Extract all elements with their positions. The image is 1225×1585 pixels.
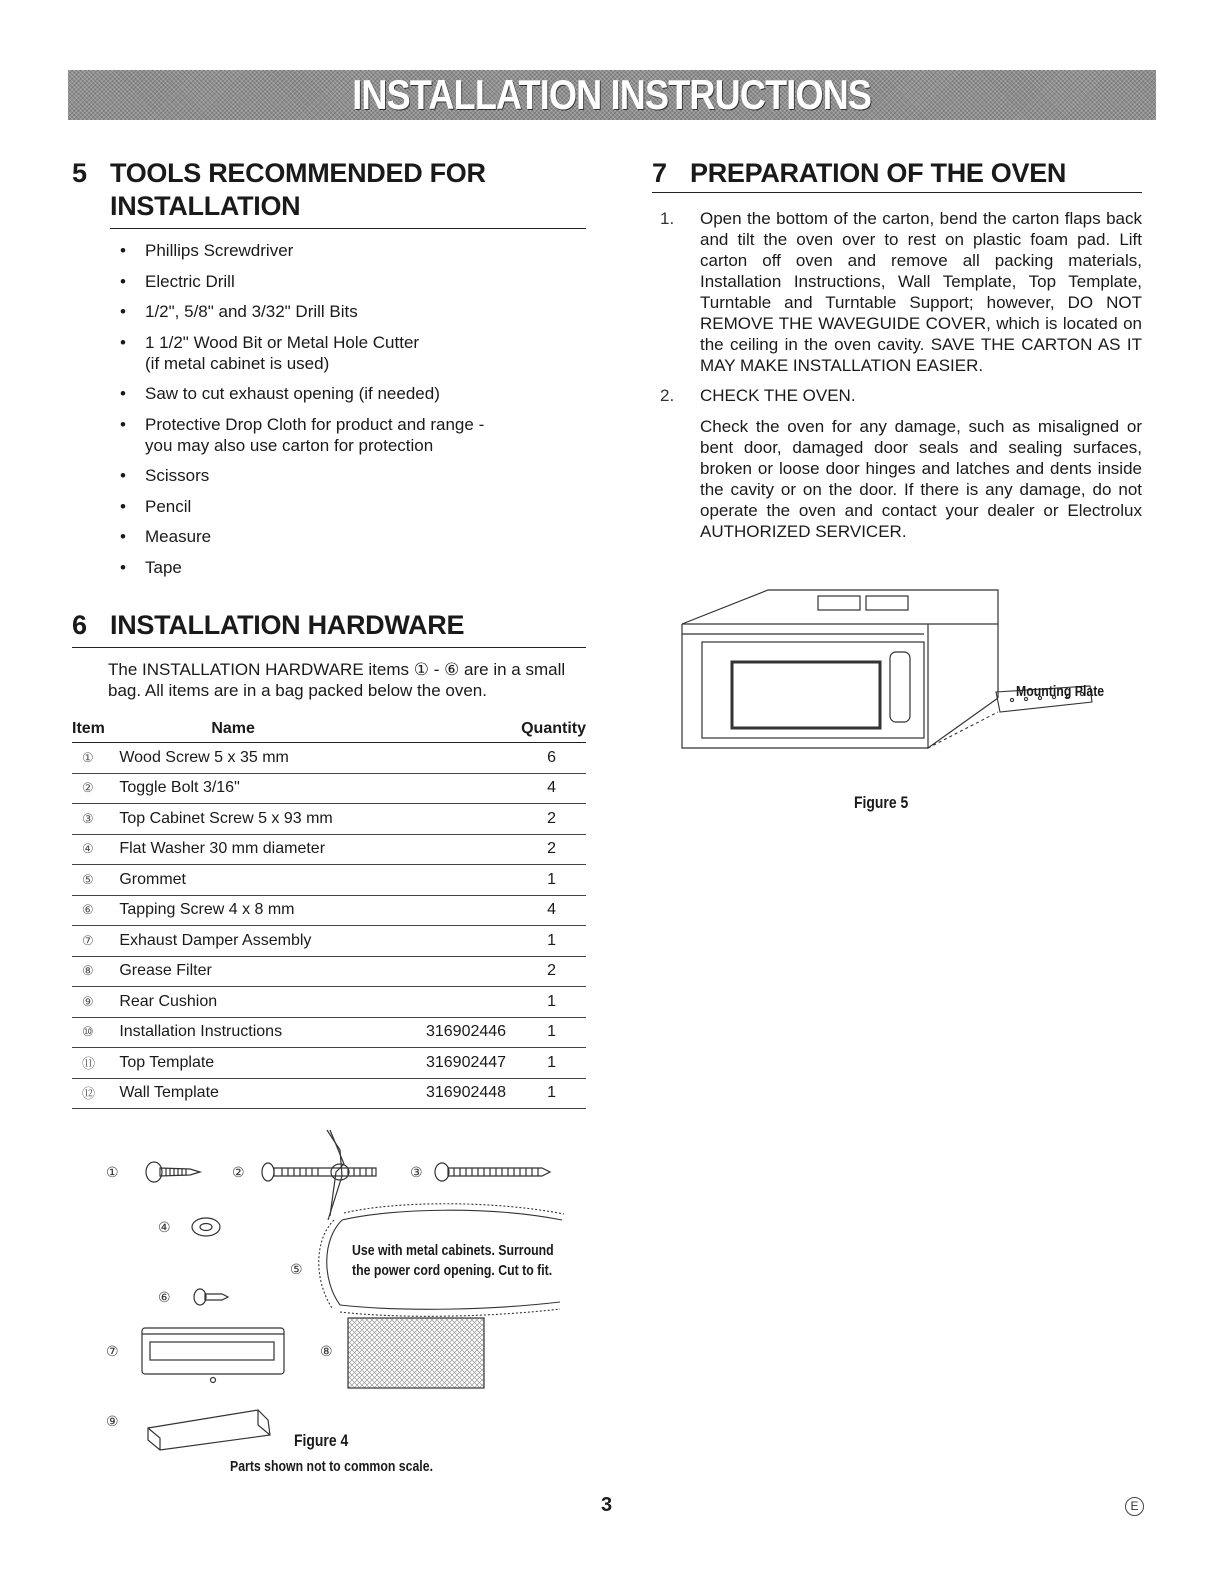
item-quantity: 1 [521,926,586,957]
part-number [426,895,521,926]
item-quantity: 1 [521,987,586,1018]
item-quantity: 4 [521,773,586,804]
table-row [72,956,586,987]
item-number [72,926,119,957]
tool-item: • Saw to cut exhaust opening (if needed) [120,383,580,404]
table-row [72,987,586,1018]
fig4-label-7: ⑦ [106,1343,119,1359]
tool-item: • Tape [120,557,580,578]
part-number [426,773,521,804]
fig4-grommet-note-line2: the power cord opening. Cut to fit. [352,1262,553,1279]
table-row [72,743,586,774]
toggle-bolt-icon [262,1130,376,1220]
table-row [72,804,586,835]
table-row [72,1017,586,1048]
figure-5-caption: Figure 5 [854,793,909,812]
section-6-title: INSTALLATION HARDWARE [110,610,465,640]
item-name: Exhaust Damper Assembly [119,926,426,957]
grease-filter-icon [348,1318,484,1388]
prep-step-1-text: Open the bottom of the carton, bend the carton flaps back and tilt the oven over to rest on plastic foam pad. Lift carton off oven and remove all packing materials, Installation Instructions, Wall Template, Top Template, Turntable and Turntable Support; however, DO NOT REMOVE THE WAVEGUIDE COVER, which is located on the ceiling in the oven cavity. SAVE THE CARTON AS IT MAY MAKE INSTALLATION EASIER. [700,209,1142,375]
item-name: Wall Template [119,1078,426,1109]
table-row [72,1048,586,1079]
prep-step-2-detail: Check the oven for any damage, such as misaligned or bent door, damaged door seals and sealing surfaces, broken or loose door hinges and latches and dents inside the cavity or on the door. If there is any damage, do not operate the oven and contact your dealer or Electrolux AUTHORIZED SERVICER. [700,417,1142,541]
rear-cushion-icon [148,1410,270,1450]
prep-step-1 [660,208,1142,376]
item-number-badge: ⑧ [82,963,94,979]
tool-item: • 1/2", 5/8" and 3/32" Drill Bits [120,301,580,322]
section-6-heading [72,610,592,644]
hardware-table-header [72,716,586,743]
tool-item: • 1 1/2" Wood Bit or Metal Hole Cutter (if metal cabinet is used) [120,332,580,374]
part-number: 316902448 [426,1078,521,1109]
item-number [72,895,119,926]
wood-screw-icon [146,1162,200,1182]
figure-4-note: Parts shown not to common scale. [230,1458,433,1475]
column-item: Item [72,716,119,743]
part-number: 316902446 [426,1017,521,1048]
item-quantity: 1 [521,1017,586,1048]
section-6-intro: The INSTALLATION HARDWARE items ① - ⑥ are in a small bag. All items are in a bag packed below the oven. [108,660,566,700]
part-number [426,804,521,835]
item-number-badge: ⑩ [82,1024,94,1040]
section-5-title-line2: INSTALLATION [110,191,301,221]
table-row [72,773,586,804]
item-number-badge: ② [82,780,94,796]
item-number [72,834,119,865]
tool-item: • Pencil [120,496,580,517]
section-5-rule [110,228,586,229]
tapping-screw-icon [194,1289,228,1305]
tool-item: • Phillips Screwdriver [120,240,580,261]
item-quantity: 1 [521,1048,586,1079]
item-name: Flat Washer 30 mm diameter [119,834,426,865]
item-quantity: 1 [521,865,586,896]
item-name: Wood Screw 5 x 35 mm [119,743,426,774]
item-quantity: 6 [521,743,586,774]
item-number [72,956,119,987]
item-number [72,1078,119,1109]
item-number-badge: ⑦ [82,932,94,948]
item-name: Tapping Screw 4 x 8 mm [119,895,426,926]
item-quantity: 4 [521,895,586,926]
section-5-heading [72,158,592,222]
item-number [72,773,119,804]
table-row [72,926,586,957]
item-number [72,987,119,1018]
fig4-label-9: ⑨ [106,1413,119,1429]
part-number [426,834,521,865]
item-number-badge: ⑥ [82,902,94,918]
tool-item: • Scissors [120,465,580,486]
fig4-label-1: ① [106,1164,119,1180]
section-5-title-line1: TOOLS RECOMMENDED FOR [110,158,486,188]
part-number [426,865,521,896]
exhaust-damper-icon [142,1328,284,1383]
language-mark: E [1125,1497,1144,1516]
hardware-table-body [72,743,586,1109]
table-row [72,865,586,896]
part-number [426,956,521,987]
item-number-badge: ⑪ [82,1055,96,1071]
fig4-label-6: ⑥ [158,1289,171,1305]
fig4-label-8: ⑧ [320,1343,333,1359]
item-number-badge: ⑤ [82,871,94,887]
fig4-label-3: ③ [410,1164,423,1180]
section-7-number: 7 [652,158,667,188]
item-quantity: 1 [521,1078,586,1109]
table-row [72,834,586,865]
section-7-title: PREPARATION OF THE OVEN [690,158,1067,188]
prep-step-2 [660,385,1142,542]
prep-step-2-text: CHECK THE OVEN. [700,386,856,405]
section-6-rule [72,647,586,648]
figure-4-caption: Figure 4 [294,1431,349,1450]
section-5-number: 5 [72,158,87,188]
item-number-badge: ④ [82,841,94,857]
fig4-label-2: ② [232,1164,245,1180]
tool-item: • Electric Drill [120,271,580,292]
item-name: Toggle Bolt 3/16" [119,773,426,804]
figure-5-mounting-plate-label: Mounting Plate [1016,683,1105,700]
part-number [426,987,521,1018]
item-quantity: 2 [521,804,586,835]
banner-title: INSTALLATION INSTRUCTIONS [352,71,872,118]
item-number-badge: ⑫ [82,1086,96,1102]
item-quantity: 2 [521,834,586,865]
prep-step-1-number: 1. [660,209,675,228]
item-number [72,865,119,896]
section-6-number: 6 [72,610,87,640]
part-number: 316902447 [426,1048,521,1079]
item-name: Rear Cushion [119,987,426,1018]
item-number [72,1017,119,1048]
section-7-heading [652,158,1172,192]
column-quantity: Quantity [521,716,586,743]
part-number [426,926,521,957]
preparation-steps [660,208,1142,542]
item-number [72,1048,119,1079]
page-number: 3 [601,1494,613,1516]
item-number-badge: ⑨ [82,993,94,1009]
table-row [72,1078,586,1109]
section-7-rule [652,192,1142,193]
fig4-label-4: ④ [158,1219,171,1235]
figure-5-drawing [678,584,1098,774]
item-number-badge: ① [82,749,94,765]
item-name: Grommet [119,865,426,896]
item-number [72,804,119,835]
fig4-label-5: ⑤ [290,1261,303,1277]
hardware-table [72,716,586,1109]
tool-item: • Measure [120,526,580,547]
fig4-grommet-note-line1: Use with metal cabinets. Surround [352,1242,554,1259]
grommet-icon [319,1204,564,1317]
table-row [72,895,586,926]
part-number [426,743,521,774]
item-name: Installation Instructions [119,1017,426,1048]
microwave-oven-icon [682,590,998,748]
item-name: Top Template [119,1048,426,1079]
page-banner [68,70,1156,120]
item-name: Grease Filter [119,956,426,987]
cabinet-screw-icon [435,1163,550,1181]
column-name: Name [119,716,426,743]
item-number [72,743,119,774]
item-quantity: 2 [521,956,586,987]
item-number-badge: ③ [82,810,94,826]
washer-icon [192,1218,220,1236]
tool-item: • Protective Drop Cloth for product and range - you may also use carton for protection [120,414,580,456]
tools-list [120,240,580,587]
item-name: Top Cabinet Screw 5 x 93 mm [119,804,426,835]
prep-step-2-number: 2. [660,386,675,405]
